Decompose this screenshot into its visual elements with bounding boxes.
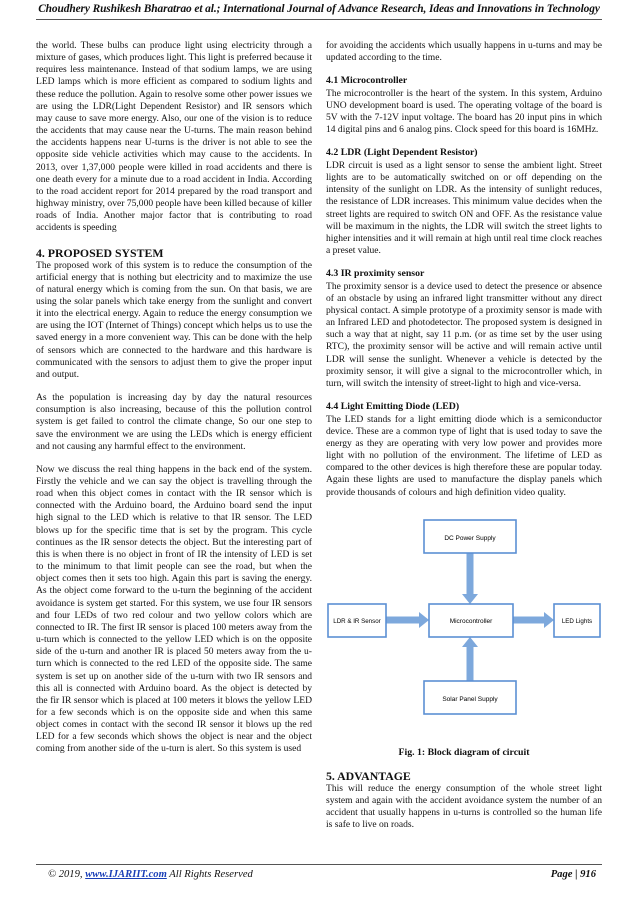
block-solar-label: Solar Panel Supply: [442, 695, 498, 703]
continued-paragraph: for avoiding the accidents which usually happens in u-turns and may be updated according to the time.: [326, 40, 602, 64]
page-number: Page | 916: [550, 869, 596, 880]
led-paragraph: The LED stands for a light emitting diode which is a semiconductor device. These are a common type of light that is used today to save the energy as they are operating with very low power and provides more light with no pollution of the environment. The lifetime of LED as compared to the other devices is high therefore these are popular today. Again these lights are used to manufacture the display panels which provide thousands of colours and high definition video quality.: [326, 413, 602, 498]
block-diagram-figure: [326, 510, 602, 745]
figure-caption: Fig. 1: Block diagram of circuit: [398, 746, 530, 758]
microcontroller-paragraph: The microcontroller is the heart of the system. In this system, Arduino UNO development board is used. The operating voltage of the board is 5V with the 7-12V input voltage. The board has 20 input pins in which 14 digital pins and 6 analog pins. Clock speed for this board is 16MHz.: [326, 87, 602, 136]
ir-sensor-paragraph: The proximity sensor is a device used to detect the presence or absence of an obstacle by using an infrared light transmitter without any direct physical contact. A simple prototype of a proximity sensor is made with an Infrared LED and photodetector. The proposed system is designed in such a way that at night, say 11 p.m. (or as time set by the user using RTC), the proximity sensor will be active and will remain active until LDR will sense the sunlight. Whenever a vehicle is detected by the proximity sensor, it will give a signal to the microcontroller which, in turn, will switch the intensity of street-light to high and vice-versa.: [326, 280, 602, 389]
ldr-paragraph: LDR circuit is used as a light sensor to sense the ambient light. Street lights are to be automatically switched on or off depending on the intensity of the sunlight on LDR. As the intensity of sunlight reduces, the resistance of LDR increases. This minimum value decides when the street lights are required to switch ON and OFF. As the resistance value will be maximum in the nights, the LDR will switch the street lights to higher intensities and it will remain at high until real time clock reaches a preset value.: [326, 159, 602, 257]
intro-paragraph: the world. These bulbs can produce light using electricity through a mixture of gases, which produces light. This light is preferred because it requires less maintenance. Instead of that sodium lamps, we are using LED lamps which is more efficient as compared to sodium lights and these reduce the pollution. Again to resolve some other power issues we are using the LDR(Light Dependent Resistor) and IR sensors which may cause to save more energy. Also, our one of the vision is to reduce the accidents that may cause near the U-turns. The main reason behind the accidents happens near U-turns is the driver is not able to see the opposite side vehicle activities which may cause to the accidents. In 2013, over 1,37,000 people were killed in road accidents and there is one death every for a minute due to a road accident in India. According to the road accident report for 2014 prepared by the road transport and highway ministry, over 75,000 people have been killed because of killer roads of India. Another major factor that is contributing to road accidents is speeding: [36, 40, 312, 234]
arrowhead-mcu-to-led: [544, 612, 554, 628]
right-column: [326, 40, 602, 842]
journal-site-link[interactable]: www.IJARIIT.com: [85, 869, 167, 880]
block-diagram: [326, 510, 602, 745]
arrowhead-solar-to-mcu: [462, 637, 478, 647]
running-header: Choudhery Rushikesh Bharatrao et al.; International Journal of Advance Research, Ideas and Innovations in Technology: [38, 3, 600, 15]
proposed-paragraph-2: As the population is increasing day by day the natural resources consumption is also increasing, because of this the pollution control system is get failed to control the climate change, So our one step to save the environment we are using the LEDs which is energy efficient and not causing any harmful effect to the environment.: [36, 392, 312, 452]
heading-4-2: 4.2 LDR (Light Dependent Resistor): [326, 147, 478, 159]
block-led-label: LED Lights: [561, 617, 593, 625]
section-5-heading: 5. ADVANTAGE: [326, 768, 411, 783]
block-sensor-label: LDR & IR Sensor: [333, 617, 381, 625]
heading-4-1: 4.1 Microcontroller: [326, 75, 408, 87]
copyright-prefix: © 2019,: [48, 869, 86, 880]
proposed-paragraph-1: The proposed work of this system is to reduce the consumption of the artificial energy that is nothing but electricity and to maximize the use of natural energy which is coming from the sun. On that basis, we are using the solar panels which take energy from the sunlight and convert it into the electrical energy. Again to reduce the energy consumption we are using the IOT (Internet of Things) concept which helps us to use the saved energy in a more convenient way. This can be done with the help of sensors which are connected to the hardware and this hardware is communicated with the sensors to adjust them to give the proper input and output.: [36, 259, 312, 380]
arrowhead-sensor-to-mcu: [419, 612, 429, 628]
arrowhead-dc-to-mcu: [462, 594, 478, 604]
copyright-suffix: All Rights Reserved: [166, 869, 253, 880]
copyright-notice: [48, 869, 253, 880]
heading-4-4: 4.4 Light Emitting Diode (LED): [326, 401, 460, 413]
block-mcu-label: Microcontroller: [449, 617, 493, 625]
block-dc-label: DC Power Supply: [444, 534, 496, 542]
proposed-paragraph-3: Now we discuss the real thing happens in the back end of the system. Firstly the vehicle and we can say the object is travelling through the road when this object comes in contact with the IR sensor which is connected with the Arduino board, the Arduino board send the input high signal to the LED which is relative to that IR sensor. The LED blows up for the specific time that is set by the program. This cycle continues as the IR sensor detects the object. But the interesting part of this is when there is no object in front of IR the intensity of LED is set to the minimum to that limit people can see the road, but when the object comes then it sets too high. Again this part is saving the energy. As the object come forward to the u-turn the beginning of the accident avoidance is system get started. For this system, we use four IR sensors and four LEDs of two red colour and two yellow colors which are connected to IR. The first IR sensor is placed 100 meters away from the u-turn which is connected to the yellow LED which is on the opposite side of the u-turn and another IR is placed 50 meters away from the u-turn which is connected to the red LED of the opposite side. The same system is set up on another side of the u-turn with two IR sensors and this all is connected with Arduino board. As the object is detected by the fir IR sensor which is placed at 100 meters it blows the yellow LED for a few seconds which is on the opposite side and when this same object comes in contact with the second IR sensor it blows up the red LED for a few seconds which shows the object is near and the object coming from another side of the u-turn is alert. So this system is used: [36, 463, 312, 755]
header-rule: [36, 19, 602, 20]
left-column: [36, 40, 312, 767]
footer-rule: [36, 864, 602, 865]
advantage-paragraph: This will reduce the energy consumption of the whole street light system and again with the accident avoidance system the number of an accident that usually happens in u-turns is controlled so the human life is safe to live on roads.: [326, 782, 602, 831]
heading-4-3: 4.3 IR proximity sensor: [326, 268, 425, 280]
section-4-heading: 4. PROPOSED SYSTEM: [36, 245, 164, 260]
